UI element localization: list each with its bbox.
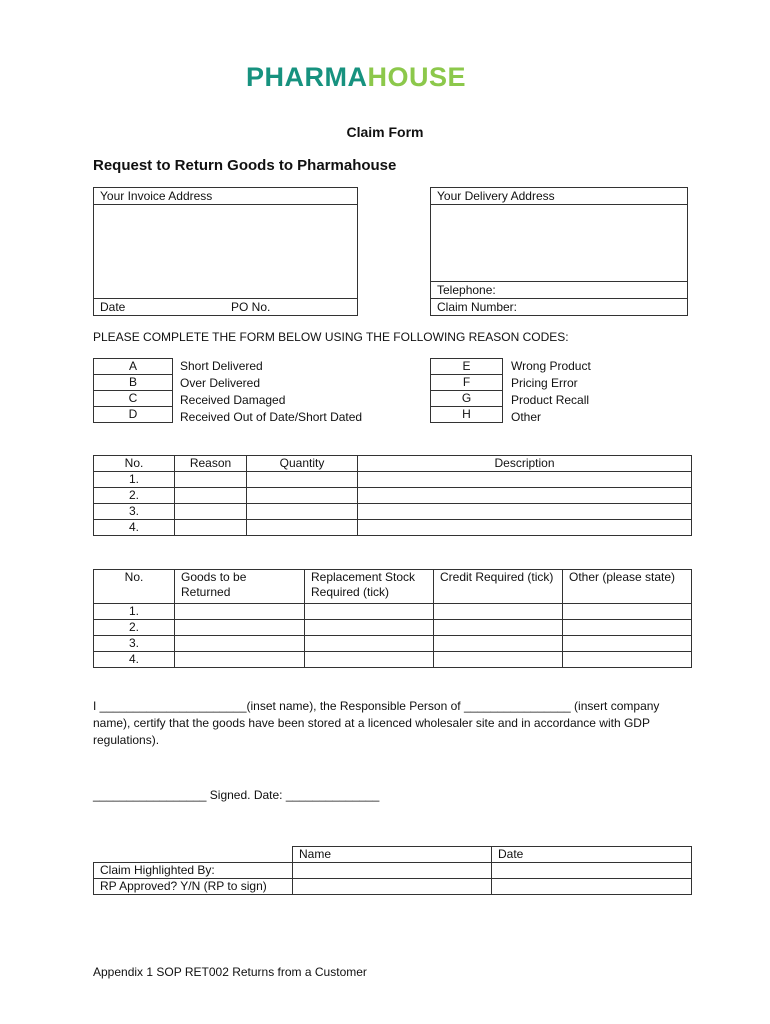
reason-cell[interactable] (175, 472, 247, 488)
credit-cell[interactable] (434, 604, 563, 620)
code-description: Short Delivered (180, 359, 263, 373)
invoice-date-label: Date (100, 300, 126, 314)
code-row (94, 375, 173, 391)
code-description: Wrong Product (511, 359, 591, 373)
replacement-cell[interactable] (305, 620, 434, 636)
other-cell[interactable] (563, 652, 692, 668)
goods-cell[interactable] (175, 604, 305, 620)
credit-cell[interactable] (434, 652, 563, 668)
code-description: Product Recall (511, 393, 590, 407)
code-cell: H (431, 407, 503, 423)
approval-blank-cell (94, 847, 293, 863)
code-row (431, 391, 503, 407)
invoice-footer-divider (93, 298, 358, 299)
table-row (94, 879, 692, 895)
code-row (431, 375, 503, 391)
reason-codes-left (93, 358, 173, 423)
goods-cell[interactable] (175, 636, 305, 652)
quantity-cell[interactable] (247, 472, 358, 488)
other-cell[interactable] (563, 604, 692, 620)
table-row (94, 488, 692, 504)
code-row (94, 359, 173, 375)
header-quantity: Quantity (247, 456, 358, 472)
code-description: Pricing Error (511, 376, 578, 390)
table-row (94, 504, 692, 520)
invoice-address-label: Your Invoice Address (100, 189, 213, 203)
header-goods: Goods to be Returned (175, 570, 305, 604)
row-number: 4. (94, 652, 175, 668)
code-row (94, 407, 173, 423)
table-row (94, 604, 692, 620)
header-no: No. (94, 456, 175, 472)
row-number: 3. (94, 504, 175, 520)
header-credit: Credit Required (tick) (434, 570, 563, 604)
invoice-po-label: PO No. (231, 300, 271, 314)
certification-text: I ______________________(inset name), the Responsible Person of ________________ (insert company name), certify that the goods have been stored at a licenced wholesaler site and in accordance with GDP regulations). (93, 699, 660, 747)
row-number: 1. (94, 472, 175, 488)
signature-line[interactable]: _________________ Signed. Date: ______________ (93, 788, 380, 802)
page-footer: Appendix 1 SOP RET002 Returns from a Customer (93, 965, 367, 979)
replacement-cell[interactable] (305, 636, 434, 652)
claim-number-label: Claim Number: (437, 300, 518, 314)
header-name: Name (293, 847, 492, 863)
reason-cell[interactable] (175, 520, 247, 536)
invoice-address-box[interactable] (93, 187, 358, 316)
claim-highlighted-name[interactable] (293, 863, 492, 879)
form-title: Claim Form (346, 124, 424, 140)
table-row (94, 652, 692, 668)
header-description: Description (358, 456, 692, 472)
credit-cell[interactable] (434, 636, 563, 652)
table-header-row (94, 570, 692, 604)
code-row (431, 359, 503, 375)
reason-codes-right (430, 358, 503, 423)
logo-part-house: HOUSE (367, 62, 467, 92)
row-number: 3. (94, 636, 175, 652)
code-description: Over Delivered (180, 376, 261, 390)
goods-cell[interactable] (175, 620, 305, 636)
row-number: 2. (94, 488, 175, 504)
row-number: 4. (94, 520, 175, 536)
pharmahouse-logo (246, 62, 526, 92)
claim-highlighted-date[interactable] (492, 863, 692, 879)
claim-highlighted-label: Claim Highlighted By: (94, 863, 293, 879)
quantity-cell[interactable] (247, 488, 358, 504)
credit-cell[interactable] (434, 620, 563, 636)
approval-table (93, 846, 692, 895)
code-cell: E (431, 359, 503, 375)
code-description: Received Out of Date/Short Dated (180, 410, 363, 424)
rp-approved-name[interactable] (293, 879, 492, 895)
code-cell: G (431, 391, 503, 407)
other-cell[interactable] (563, 636, 692, 652)
goods-cell[interactable] (175, 652, 305, 668)
delivery-address-label: Your Delivery Address (437, 189, 555, 203)
return-items-table (93, 455, 692, 536)
code-cell: B (94, 375, 173, 391)
code-cell: A (94, 359, 173, 375)
code-cell: D (94, 407, 173, 423)
reason-cell[interactable] (175, 488, 247, 504)
header-other: Other (please state) (563, 570, 692, 604)
replacement-cell[interactable] (305, 652, 434, 668)
table-header-row (94, 456, 692, 472)
row-number: 2. (94, 620, 175, 636)
rp-approved-label: RP Approved? Y/N (RP to sign) (94, 879, 293, 895)
table-row (94, 636, 692, 652)
logo-part-pharma: PHARMA (246, 62, 368, 92)
telephone-label: Telephone: (437, 283, 496, 297)
resolution-table (93, 569, 692, 668)
table-row (94, 520, 692, 536)
description-cell[interactable] (358, 472, 692, 488)
header-replacement: Replacement Stock Required (tick) (305, 570, 434, 604)
code-cell: F (431, 375, 503, 391)
code-cell: C (94, 391, 173, 407)
table-row (94, 863, 692, 879)
table-row (94, 472, 692, 488)
code-row (94, 391, 173, 407)
other-cell[interactable] (563, 620, 692, 636)
row-number: 1. (94, 604, 175, 620)
description-cell[interactable] (358, 520, 692, 536)
table-header-row (94, 847, 692, 863)
rp-approved-date[interactable] (492, 879, 692, 895)
code-description: Received Damaged (180, 393, 286, 407)
description-cell[interactable] (358, 488, 692, 504)
replacement-cell[interactable] (305, 604, 434, 620)
code-description: Other (511, 410, 542, 424)
instructions-text: PLEASE COMPLETE THE FORM BELOW USING THE FOLLOWING REASON CODES: (93, 330, 569, 344)
table-row (94, 620, 692, 636)
description-cell[interactable] (358, 504, 692, 520)
quantity-cell[interactable] (247, 520, 358, 536)
form-subtitle: Request to Return Goods to Pharmahouse (93, 157, 397, 174)
header-no: No. (94, 570, 175, 604)
code-row (431, 407, 503, 423)
quantity-cell[interactable] (247, 504, 358, 520)
reason-cell[interactable] (175, 504, 247, 520)
header-date: Date (492, 847, 692, 863)
header-reason: Reason (175, 456, 247, 472)
